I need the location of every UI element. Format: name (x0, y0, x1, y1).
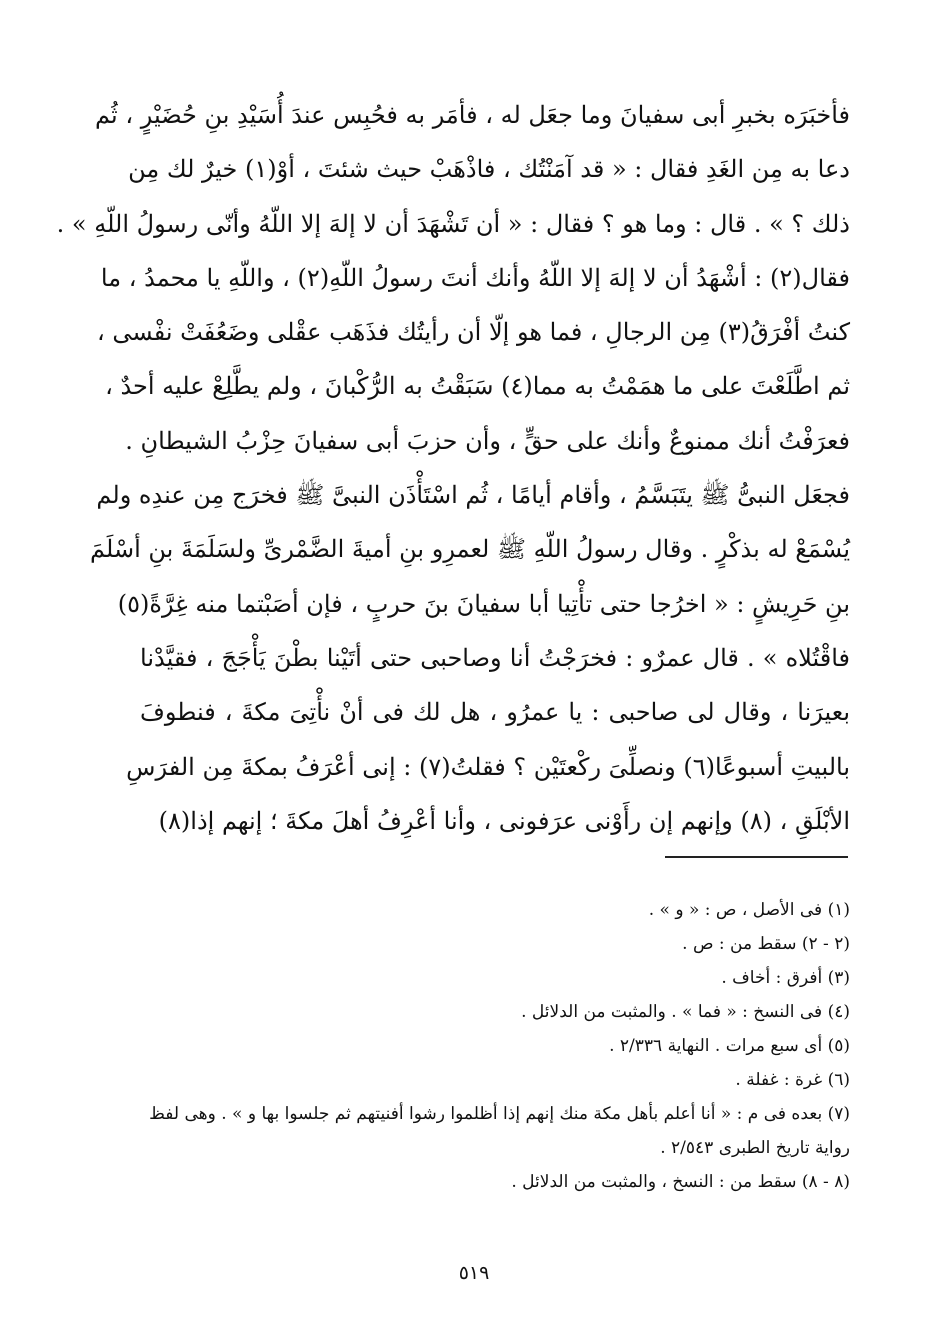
text-line: فعرَفْتُ أنك ممنوعٌ وأنك على حقٍّ ، وأن حزبَ أبى سفيانَ حِزْبُ الشيطانِ . (125, 426, 850, 455)
text-line: ذلك ؟ » . قال : وما هو ؟ فقال : « أن تَشْهَدَ أن لا إلهَ إلا اللّهُ وأنّى رسولُ اللّهِ » . (56, 209, 850, 238)
text-line: فجعَل النبىُّ ﷺ يتَبَسَّمُ ، وأقام أيامًا ، ثُم اسْتَأْذَن النبىَّ ﷺ فخرَج مِن عندِه ولم (96, 481, 850, 510)
text-line: الأبْلَقِ ، (٨) وإنهم إن رأَوْنى عرَفونى ، وأنا أعْرِفُ أهلَ مكةَ ؛ إنهم إذا(٨) (158, 806, 850, 835)
text-line: كنتُ أفْرَقُ(٣) مِن الرجالِ ، فما هو إلّا أن رأيتُك فذَهَب عقْلى وضَعُفَتْ نفْسى ، (96, 318, 850, 347)
text-line: ثم اطَّلَعْتَ على ما همَمْتُ به مما(٤) سَبَقْتُ به الرُّكْبانَ ، ولم يطَّلِعْ عليه أحدٌ ، (105, 372, 850, 401)
footnote: (٢ - ٢) سقط من : ص . (682, 934, 850, 954)
footnote: (٣) أفرق : أخاف . (721, 968, 850, 988)
text-line: فاقْتُلاه » . قال عمرٌو : فخرَجْتُ أنا وصاحبى حتى أتَيْنا بطْنَ يَأْجَجَ ، فقيَّدْنا (140, 643, 850, 672)
text-line: فقال(٢) : أشْهَدُ أن لا إلهَ إلا اللّهُ وأنك أنتَ رسولُ اللّهِ(٢) ، واللّهِ يا محمدُ ، ما (100, 263, 850, 292)
footnote: (٧) بعده فى م : « أنا أعلم بأهل مكة منك إنهم إذا أظلموا رشوا أفنيتهم ثم جلسوا بها و » . وهى لفظ (149, 1104, 850, 1124)
footnote-divider (665, 856, 848, 858)
footnote: (٦) غرة : غفلة . (735, 1070, 850, 1090)
text-line: دعا به مِن الغَدِ فقال : « قد آمَنْتُك ، فاذْهَبْ حيث شئتَ ، أوْ(١) خيرٌ لك مِن (128, 155, 850, 184)
text-line: بعيرَنا ، وقال لى صاحبى : يا عمرُو ، هل لك فى أنْ نأْتِىَ مكةَ ، فنطوفَ (140, 698, 850, 727)
footnote: (٥) أى سبع مرات . النهاية ٢/٣٣٦ . (609, 1036, 850, 1056)
text-line: يُسْمَعْ له بذكْرٍ . وقال رسولُ اللّهِ ﷺ لعمرِو بنِ أميةَ الضَّمْرىِّ ولسَلَمَةَ بنِ أسْلَمَ (90, 535, 850, 564)
footnote: (١) فى الأصل ، ص : « و » . (648, 900, 850, 920)
text-line: بنِ حَرِيشٍ : « اخرُجا حتى تأْتِيا أبا سفيانَ بنَ حربٍ ، فإن أصَبْتما منه غِرَّةً(٥) (117, 589, 850, 618)
footnote: (٤) فى النسخ : « فما » . والمثبت من الدلائل . (521, 1002, 850, 1022)
text-line: فأخبَرَه بخبرِ أبى سفيانَ وما جعَل له ، فأمَر به فحُبِس عندَ أُسَيْدِ بنِ حُضَيْرٍ ، ثُم (95, 101, 850, 129)
footnote: (٨ - ٨) سقط من : النسخ ، والمثبت من الدلائل . (511, 1172, 850, 1192)
page-number: ٥١٩ (458, 1262, 490, 1284)
footnotes-block (140, 893, 850, 1199)
text-line: بالبيتِ أسبوعًا(٦) ونصلِّىَ ركْعتَيْن ؟ فقلتُ(٧) : إنى أعْرَفُ بمكةَ مِن الفرَسِ (126, 752, 850, 781)
main-text-block (56, 88, 850, 848)
footnote-continuation: رواية تاريخ الطبرى ٢/٥٤٣ . (660, 1138, 850, 1158)
